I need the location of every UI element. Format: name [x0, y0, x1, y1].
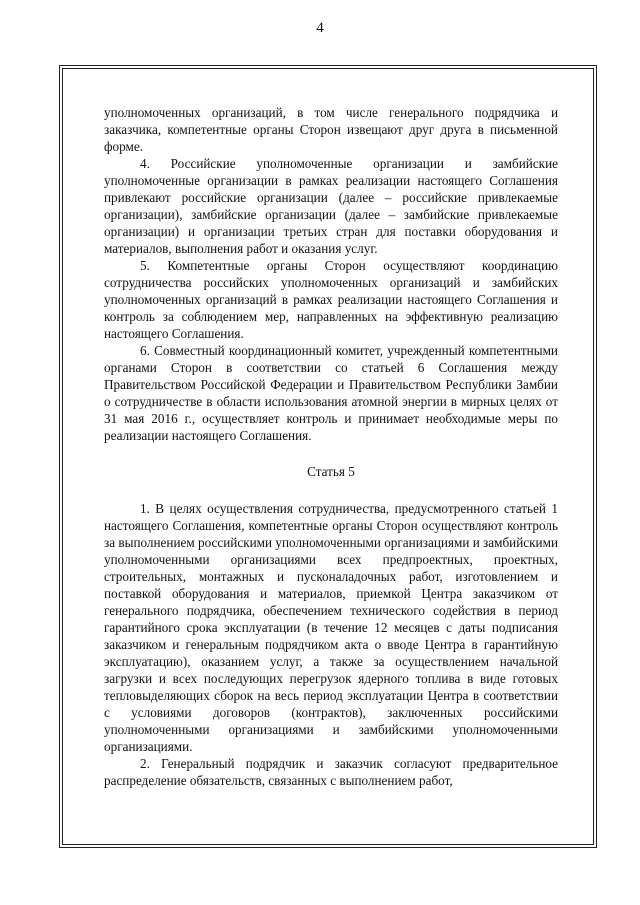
page-number: 4: [316, 20, 324, 36]
article-5-paragraph-2: 2. Генеральный подрядчик и заказчик согласуют предварительное распределение обязательств, связанных с выполнением работ,: [104, 756, 558, 788]
document-body: [104, 104, 558, 789]
article-5-paragraph-1: 1. В целях осуществления сотрудничества, предусмотренного статьей 1 настоящего Соглашения, компетентные органы Сторон осуществляют контроль за выполнением российскими уполномоченными организациями и замбийскими уполномоченными организациями всех предпроектных, проектных, строительных, монтажных и пусконаладочных работ, изготовлением и поставкой оборудования и материалов, приемкой Центра заказчиком от генерального подрядчика, обеспечением технического содействия в период гарантийного срока эксплуатации (в течение 12 месяцев с даты подписания заказчиком и генеральным подрядчиком акта о вводе Центра в гарантийную эксплуатацию), оказанием услуг, а также за осуществлением начальной загрузки и всех последующих перегрузок ядерного топлива в виде готовых тепловыделяющих сборок на весь период эксплуатации Центра в соответствии с условиями договоров (контрактов), заключенных российскими уполномоченными организациями и замбийскими уполномоченными организациями.: [104, 501, 559, 754]
paragraph-continuation: уполномоченных организаций, в том числе генерального подрядчика и заказчика, компетентные органы Сторон извещают друг друга в письменной форме.: [104, 105, 558, 154]
article-heading: Статья 5: [307, 464, 355, 479]
paragraph-5: 5. Компетентные органы Сторон осуществляют координацию сотрудничества российских уполномоченных организаций и замбийских уполномоченных организаций в рамках реализации настоящего Соглашения и контроль за соблюдением мер, направленных на эффективную реализацию настоящего Соглашения.: [104, 258, 558, 341]
paragraph-4: 4. Российские уполномоченные организации и замбийские уполномоченные организации в рамках реализации настоящего Соглашения привлекают российские организации (далее – российские привлекаемые организации), замбийские организации (далее – замбийские привлекаемые организации) и организации третьих стран для поставки оборудования и материалов, выполнения работ и оказания услуг.: [104, 156, 558, 256]
paragraph-6: 6. Совместный координационный комитет, учрежденный компетентными органами Сторон в соответствии со статьей 6 Соглашения между Правительством Российской Федерации и Правительством Республики Замбии о сотрудничестве в области использования атомной энергии в мирных целях от 31 мая 2016 г., осуществляет контроль и принимает необходимые меры по реализации настоящего Соглашения.: [104, 343, 558, 443]
